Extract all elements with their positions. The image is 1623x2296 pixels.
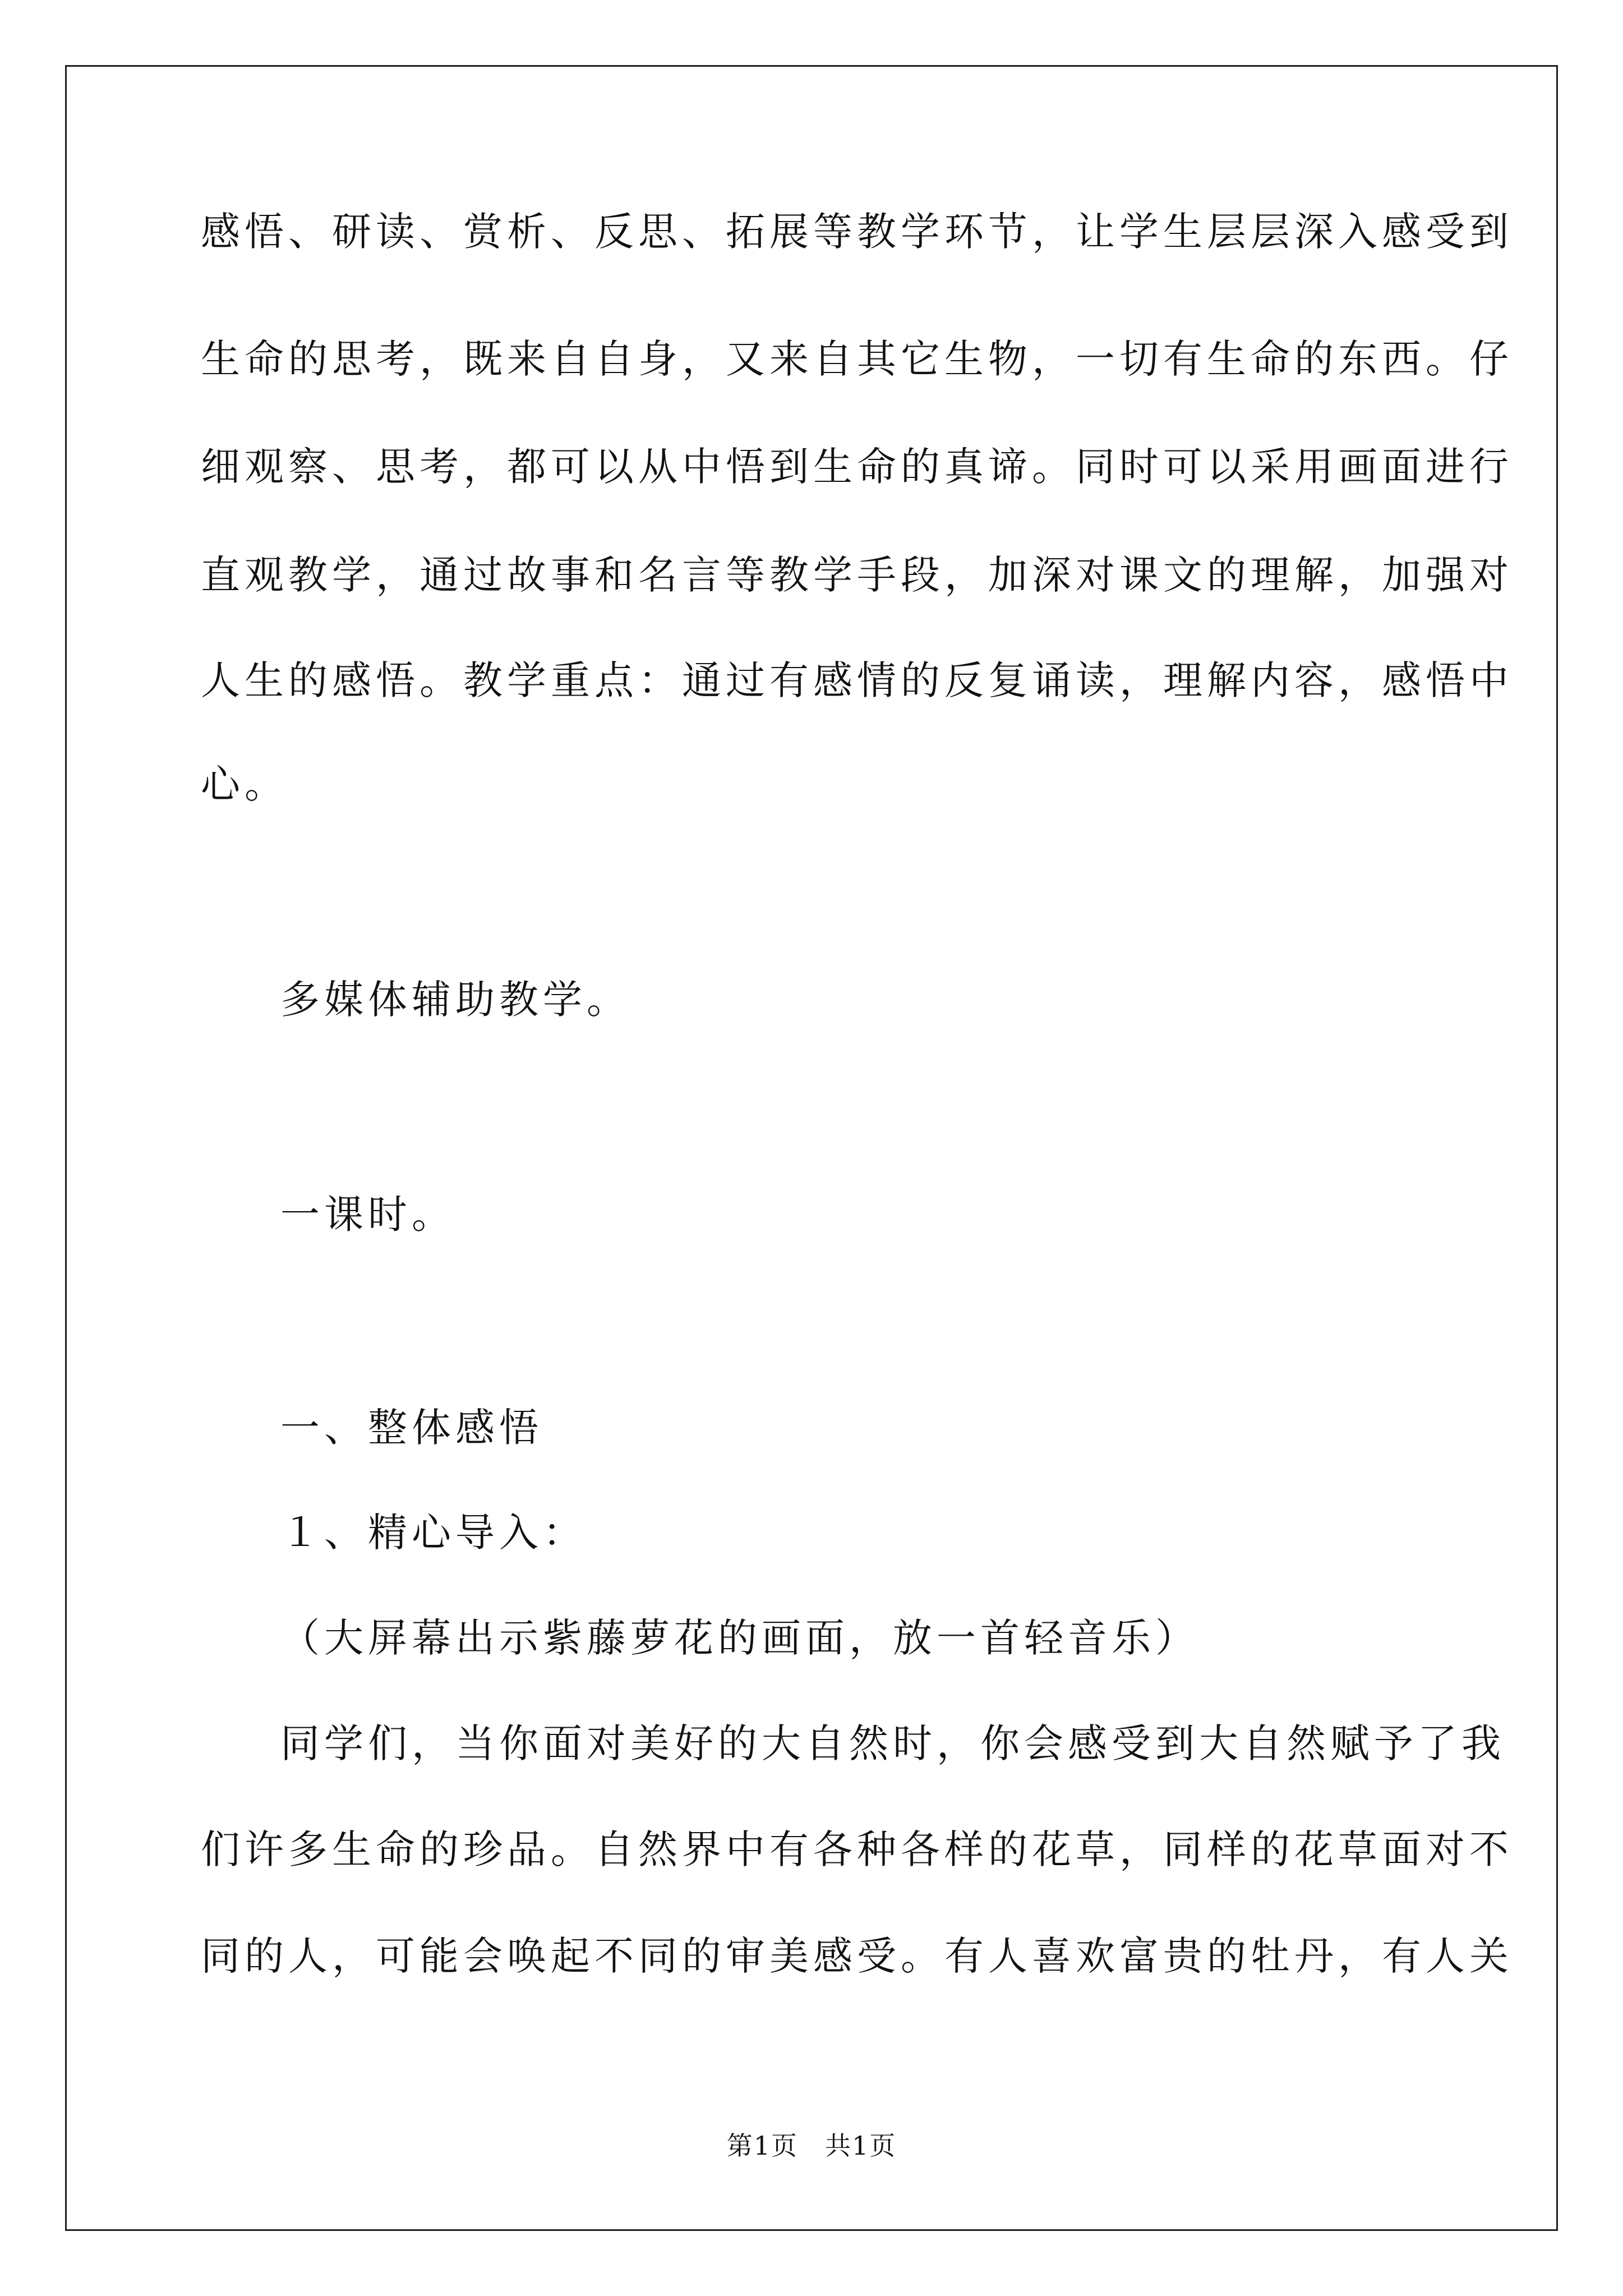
stage-direction: （大屏幕出示紫藤萝花的画面，放一首轻音乐）	[280, 1615, 1199, 1661]
teaching-method: 多媒体辅助教学。	[280, 977, 630, 1023]
paragraph-1-line-6: 心。	[201, 761, 288, 807]
paragraph-1-line-2: 生命的思考，既来自自身，又来自其它生物，一切有生命的东西。仔	[201, 336, 1513, 382]
paragraph-2-line-1: 同学们，当你面对美好的大自然时，你会感受到大自然赋予了我	[280, 1720, 1505, 1766]
step-heading: １、精心导入：	[280, 1510, 587, 1556]
paragraph-2-line-2: 们许多生命的珍品。自然界中有各种各样的花草，同样的花草面对不	[201, 1826, 1513, 1872]
page-border	[65, 65, 1558, 2231]
page-number: 第1页	[726, 2131, 798, 2161]
paragraph-1-line-1: 感悟、研读、赏析、反思、拓展等教学环节，让学生层层深入感受到	[201, 209, 1513, 255]
class-hours: 一课时。	[280, 1191, 455, 1237]
paragraph-1-line-3: 细观察、思考，都可以从中悟到生命的真谛。同时可以采用画面进行	[201, 444, 1513, 490]
paragraph-1-line-4: 直观教学，通过故事和名言等教学手段，加深对课文的理解，加强对	[201, 552, 1513, 598]
page-footer	[0, 2133, 1623, 2159]
page-total: 共1页	[825, 2131, 897, 2161]
paragraph-2-line-3: 同的人，可能会唤起不同的审美感受。有人喜欢富贵的牡丹，有人关	[201, 1933, 1513, 1979]
section-heading: 一、整体感悟	[280, 1405, 543, 1451]
paragraph-1-line-5: 人生的感悟。教学重点：通过有感情的反复诵读，理解内容，感悟中	[201, 657, 1513, 703]
